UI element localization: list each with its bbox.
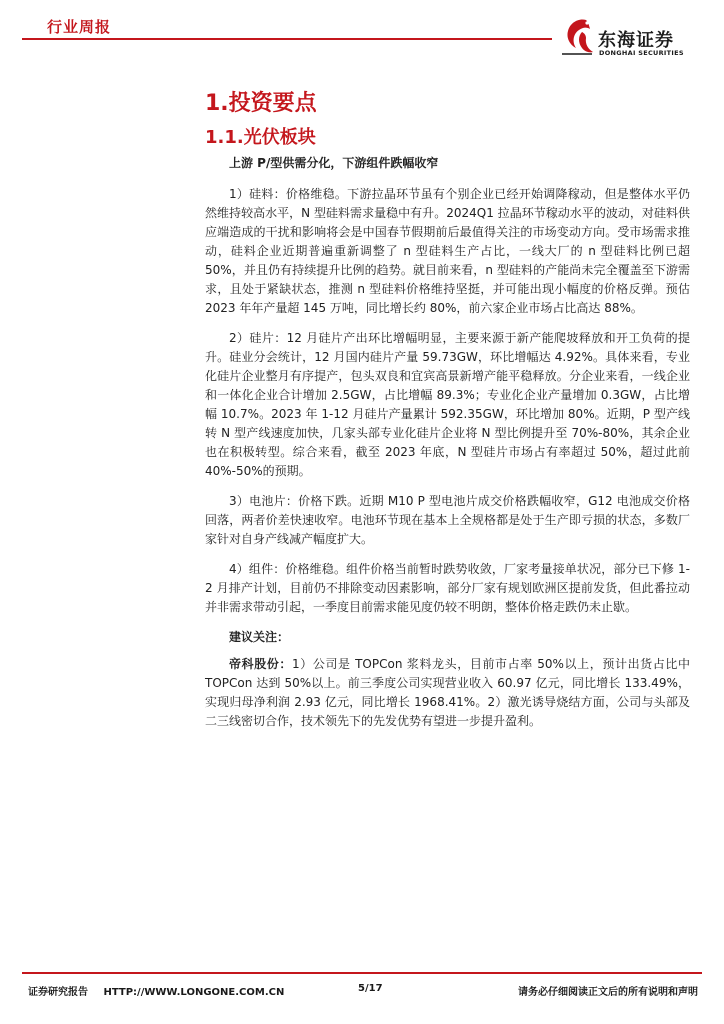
section-heading: 1.投资要点 xyxy=(205,91,317,116)
section-subtitle: 上游 P/型供需分化，下游组件跌幅收窄 xyxy=(229,156,439,170)
company-logo xyxy=(556,14,706,58)
logo-mark-icon xyxy=(556,14,596,58)
footer-left xyxy=(28,983,296,998)
header-tag: 行业周报 xyxy=(47,18,112,36)
paragraph-solar-cell: 3）电池片：价格下跌。近期 M10 P 型电池片成交价格跌幅收窄，G12 电池成交价格回落，两者价差快速收窄。电池环节现在基本上全规格都是处于生产即亏损的状态，多数厂家针对自身产线减产幅度扩大。 xyxy=(205,494,690,546)
footer-url[interactable]: HTTP://WWW.LONGONE.COM.CN xyxy=(103,987,285,998)
footer-page-number: 5/17 xyxy=(358,983,383,994)
advice-title: 建议关注： xyxy=(229,630,290,644)
footer-rule xyxy=(22,972,702,974)
subsection-heading: 1.1.光伏板块 xyxy=(205,127,316,148)
footer-disclaimer: 请务必仔细阅读正文后的所有说明和声明 xyxy=(518,987,698,998)
main-content xyxy=(205,154,690,742)
paragraph-silicon-material: 1）硅料：价格维稳。下游拉晶环节虽有个别企业已经开始调降稼动，但是整体水平仍然维持较高水平，N 型硅料需求量稳中有升。2024Q1 拉晶环节稼动水平的波动，对硅料供应端造成的干扰和影响将会是中国春节假期前后最值得关注的市场变动方向。受市场需求推动，硅料企业近期普遍重新调整了 n 型硅料生产占比，一线大厂的 n 型硅料比例已超 50%，并且仍有持续提升比例的趋势。就目前来看，n 型硅料的产能尚未完全覆盖至下游需求，且处于紧缺状态，推测 n 型硅料价格维持坚挺，并可能出现小幅度的价格反弹。预估 2023 年年产量超 145 万吨，同比增长约 80%，前六家企业市场占比高达 88%。 xyxy=(205,187,690,315)
paragraph-company xyxy=(205,655,690,731)
logo-cn-text: 东海证券 xyxy=(598,30,674,51)
paragraph-silicon-wafer: 2）硅片：12 月硅片产出环比增幅明显，主要来源于新产能爬坡释放和开工负荷的提升。硅业分会统计，12 月国内硅片产量 59.73GW，环比增幅达 4.92%。具体来看，专业化硅片企业整月有序提产，包头双良和宜宾高景新增产能平稳释放。分企业来看，一线企业和一体化企业合计增加 2.5GW，占比增幅 89.3%；专业化企业产量增加 0.3GW，占比增幅 10.7%。2023 年 1-12 月硅片产量累计 592.35GW，环比增加 80%。近期，P 型产线转 N 型产线速度加快，几家头部专业化硅片企业将 N 型比例提升至 70%-80%，其余企业也在积极转型。综合来看，截至 2023 年底，N 型硅片市场占有率超过 50%，超过此前 40%-50%的预期。 xyxy=(205,331,690,478)
footer-report-type: 证券研究报告 xyxy=(28,987,88,998)
paragraph-module: 4）组件：价格维稳。组件价格当前暂时跌势收敛，厂家考量接单状况，部分已下修 1-2 月排产计划，目前仍不排除变动因素影响，部分厂家有规划欧洲区提前发货，但此番拉动并非需求带动引起，一季度目前需求能见度仍较不明朗，整体价格走跌仍未止歇。 xyxy=(205,562,690,614)
logo-en-text: DONGHAI SECURITIES xyxy=(599,49,684,57)
company-text: 1）公司是 TOPCon 浆料龙头，目前市占率 50%以上，预计出货占比中 TOPCon 达到 50%以上。前三季度公司实现营业收入 60.97 亿元，同比增长 133.49%，实现归母净利润 2.93 亿元，同比增长 1968.41%。2）激光诱导烧结方面，公司与头部及二三线密切合作，技术领先下的先发优势有望进一步提升盈利。 xyxy=(205,657,690,728)
header-rule xyxy=(22,38,552,40)
company-name: 帝科股份： xyxy=(229,657,293,671)
